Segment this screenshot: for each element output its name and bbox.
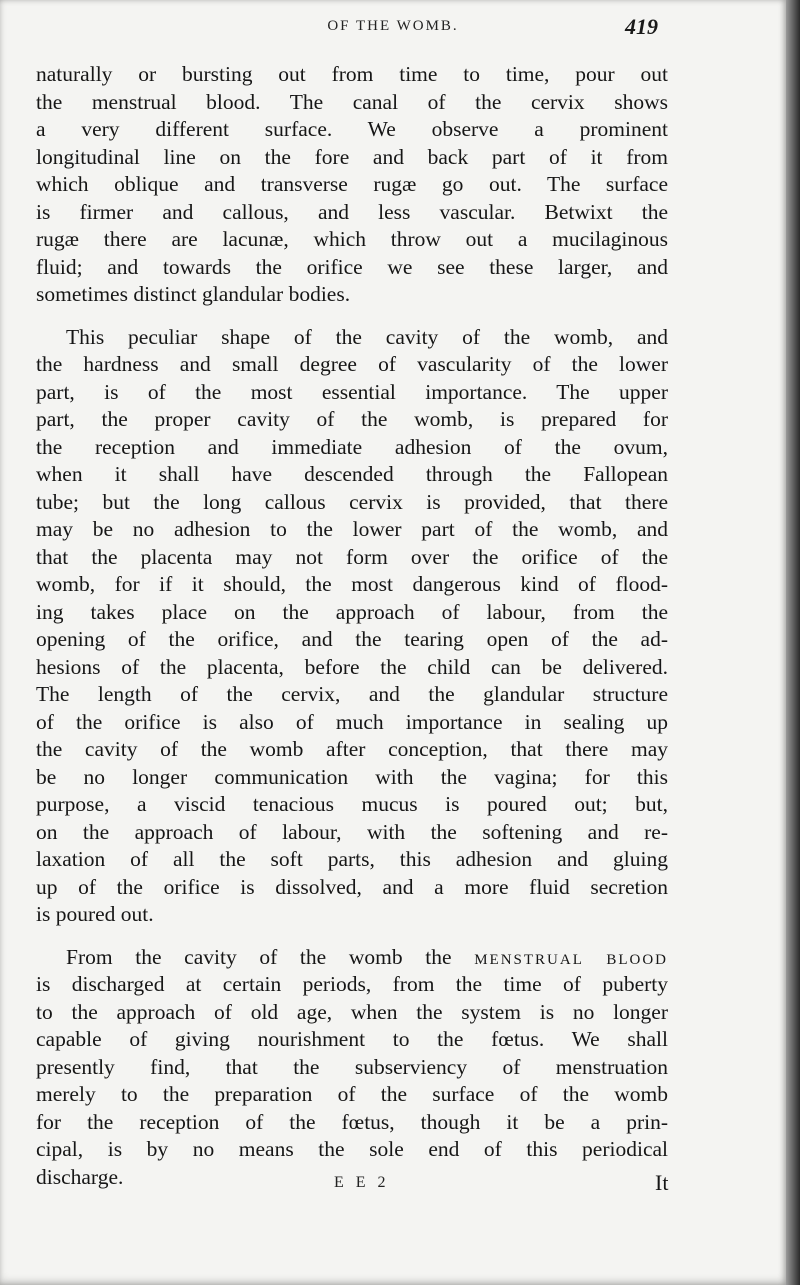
paragraph-line: sometimes distinct glandular bodies. bbox=[36, 282, 351, 306]
page-edge-shadow bbox=[786, 0, 800, 1285]
paragraph-line: The length of the cervix, and the glandular structure bbox=[36, 682, 668, 706]
paragraph-line: to the approach of old age, when the system is no longer bbox=[36, 999, 668, 1024]
signature-mark: E E 2 bbox=[334, 1174, 390, 1191]
paragraph-line: which oblique and transverse rugæ go out. The surface bbox=[36, 172, 668, 196]
paragraph-line: the menstrual blood. The canal of the cervix shows bbox=[36, 89, 668, 114]
paragraph-line: a very different surface. We observe a prominent bbox=[36, 117, 668, 141]
paragraph-line: presently find, that the subserviency of menstruation bbox=[36, 1054, 668, 1079]
paragraph-line: is firmer and callous, and less vascular. Betwixt the bbox=[36, 199, 668, 224]
body-text bbox=[36, 61, 668, 1191]
paragraph-line: womb, for if it should, the most dangerous kind of flood- bbox=[36, 572, 668, 596]
paragraph-line: longitudinal line on the fore and back part of it from bbox=[36, 144, 668, 169]
paragraph-line: may be no adhesion to the lower part of the womb, and bbox=[36, 517, 668, 541]
paragraph-line: ing takes place on the approach of labour, from the bbox=[36, 599, 668, 624]
paragraph-line: part, is of the most essential importance. The upper bbox=[36, 379, 668, 404]
paragraph-line: cipal, is by no means the sole end of this periodical bbox=[36, 1137, 668, 1161]
paragraph-line: laxation of all the soft parts, this adhesion and gluing bbox=[36, 847, 668, 871]
paragraph-line: is discharged at certain periods, from the time of puberty bbox=[36, 972, 668, 996]
page-footer bbox=[0, 1170, 786, 1200]
paragraph-line: tube; but the long callous cervix is provided, that there bbox=[36, 489, 668, 514]
paragraph-line: capable of giving nourishment to the fœtus. We shall bbox=[36, 1027, 668, 1051]
paragraph-line: From the cavity of the womb the MENSTRUAL BLOOD bbox=[66, 944, 668, 969]
paragraph-menstrual-blood bbox=[36, 944, 668, 1192]
paragraph-line: discharge. bbox=[36, 1164, 124, 1189]
paragraph-line: for the reception of the fœtus, though it be a prin- bbox=[36, 1109, 668, 1134]
paragraph-line: up of the orifice is dissolved, and a more fluid secretion bbox=[36, 874, 668, 899]
paragraph-line: when it shall have descended through the Fallopean bbox=[36, 462, 668, 486]
paragraph-line: part, the proper cavity of the womb, is prepared for bbox=[36, 407, 668, 431]
paragraph-line: naturally or bursting out from time to time, pour out bbox=[36, 62, 668, 86]
running-title: OF THE WOMB. bbox=[327, 18, 459, 34]
paragraph-line: opening of the orifice, and the tearing open of the ad- bbox=[36, 627, 668, 651]
paragraph-line: merely to the preparation of the surface of the womb bbox=[36, 1082, 668, 1106]
paragraph-line: purpose, a viscid tenacious mucus is poured out; but, bbox=[36, 792, 668, 816]
paragraph-cavity-shape bbox=[36, 324, 668, 929]
paragraph-line: rugæ there are lacunæ, which throw out a mucilaginous bbox=[36, 227, 668, 251]
paragraph-line: fluid; and towards the orifice we see these larger, and bbox=[36, 254, 668, 279]
paragraph-line: be no longer communication with the vagina; for this bbox=[36, 764, 668, 789]
paragraph-line: the reception and immediate adhesion of the ovum, bbox=[36, 434, 668, 459]
page-number: 419 bbox=[625, 14, 658, 39]
paragraph-line: the cavity of the womb after conception, that there may bbox=[36, 737, 668, 761]
small-caps-heading: MENSTRUAL BLOOD bbox=[474, 951, 668, 968]
paragraph-line: of the orifice is also of much importance in sealing up bbox=[36, 709, 668, 734]
paragraph-line: the hardness and small degree of vascularity of the lower bbox=[36, 352, 668, 376]
paragraph-line: hesions of the placenta, before the child can be delivered. bbox=[36, 654, 668, 679]
catchword: It bbox=[655, 1170, 669, 1195]
paragraph-line: is poured out. bbox=[36, 902, 154, 926]
paragraph-line: This peculiar shape of the cavity of the womb, and bbox=[66, 324, 668, 349]
paragraph-line: on the approach of labour, with the softening and re- bbox=[36, 819, 668, 844]
paragraph-continued bbox=[36, 61, 668, 309]
paragraph-line: that the placenta may not form over the orifice of the bbox=[36, 544, 668, 569]
